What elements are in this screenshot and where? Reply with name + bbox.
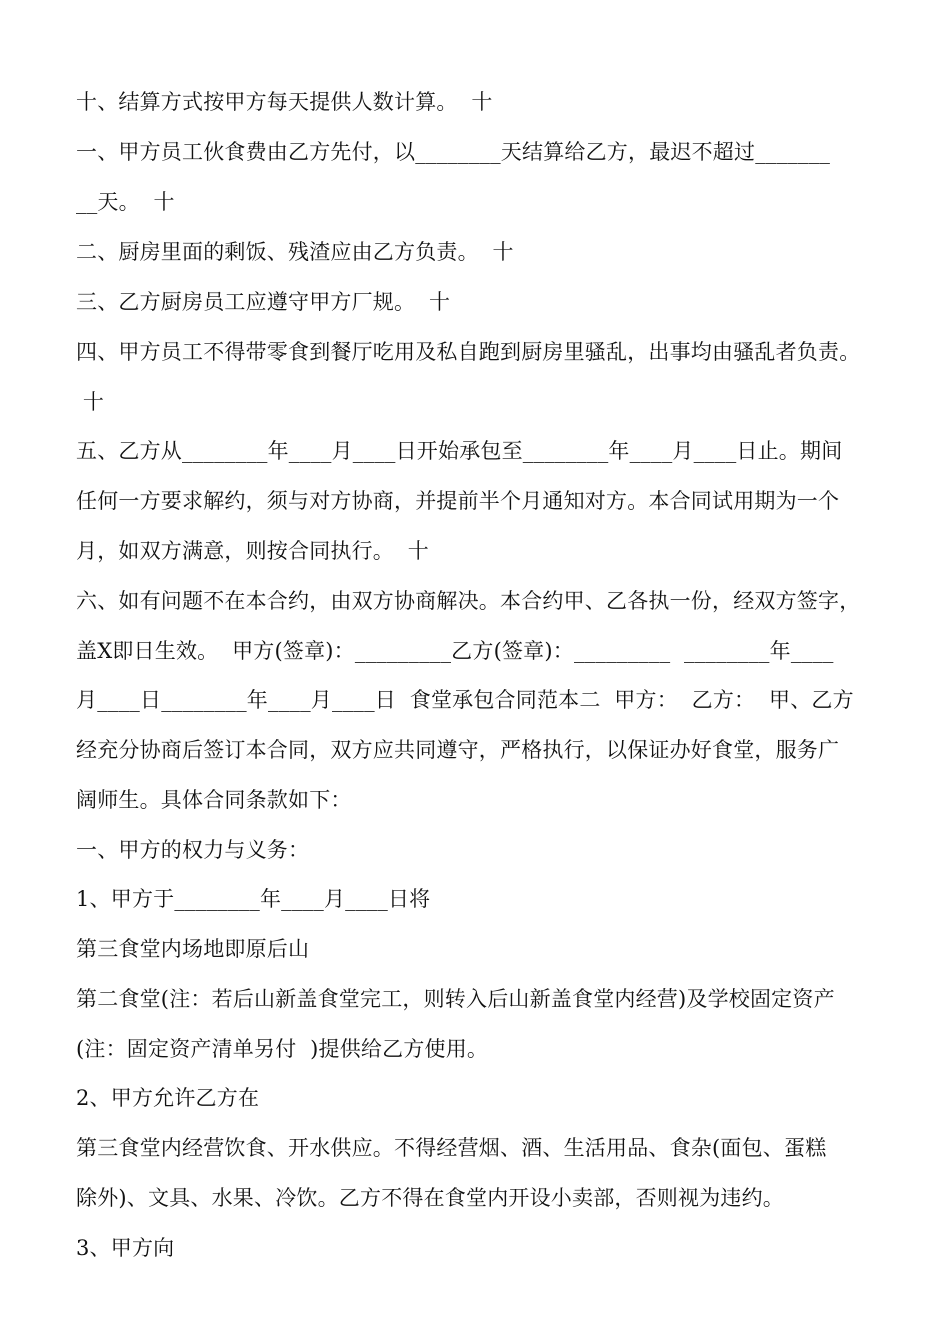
text-line: 六、如有问题不在本合约，由双方协商解决。本合约甲、乙各执一份，经双方签字， [76, 589, 861, 613]
text-line: 经充分协商后签订本合同，双方应共同遵守，严格执行，以保证办好食堂，服务广 [76, 738, 840, 762]
text-line: 二、厨房里面的剩饭、残渣应由乙方负责。 十 [76, 240, 514, 264]
text-line: 十、结算方式按甲方每天提供人数计算。 十 [76, 90, 493, 114]
text-line: 四、甲方员工不得带零食到餐厅吃用及私自跑到厨房里骚乱，出事均由骚乱者负责。 [76, 340, 861, 364]
text-line: 一、甲方员工伙食费由乙方先付，以________天结算给乙方，最迟不超过_______ [76, 140, 831, 164]
text-line: 月，如双方满意，则按合同执行。 十 [76, 539, 429, 563]
text-line: (注：固定资产清单另付 )提供给乙方使用。 [76, 1037, 489, 1061]
text-line: 五、乙方从________年____月____日开始承包至________年____月____日止。期间 [76, 439, 843, 463]
text-line: 除外)、文具、水果、冷饮。乙方不得在食堂内开设小卖部，否则视为违约。 [76, 1186, 784, 1210]
text-line: 阔师生。具体合同条款如下： [76, 788, 352, 812]
text-line: 第二食堂(注：若后山新盖食堂完工，则转入后山新盖食堂内经营)及学校固定资产 [76, 987, 835, 1011]
text-line: 第三食堂内经营饮食、开水供应。不得经营烟、酒、生活用品、食杂(面包、蛋糕 [76, 1136, 827, 1160]
text-line: 十 [76, 390, 105, 414]
text-line: 任何一方要求解约，须与对方协商，并提前半个月通知对方。本合同试用期为一个 [76, 489, 840, 513]
text-line: 1、甲方于________年____月____日将 [76, 887, 431, 911]
text-line: __天。 十 [76, 190, 175, 214]
text-line: 月____日________年____月____日 食堂承包合同范本二 甲方： 乙方： 甲、乙方 [76, 688, 854, 712]
text-line: 一、甲方的权力与义务： [76, 838, 310, 862]
text-line: 盖X即日生效。 甲方(签章)：_________乙方(签章)：_________ ________年____ [76, 639, 834, 663]
text-line: 三、乙方厨房员工应遵守甲方厂规。 十 [76, 290, 451, 314]
text-line: 第三食堂内场地即原后山 [76, 937, 310, 961]
text-line: 3、甲方向 [76, 1236, 175, 1260]
text-line: 2、甲方允许乙方在 [76, 1086, 260, 1110]
